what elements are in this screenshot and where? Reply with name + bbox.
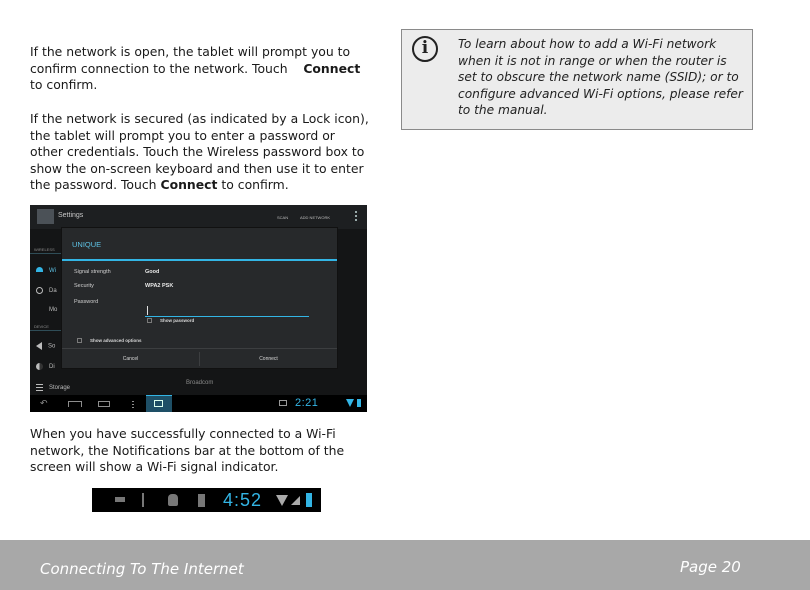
wifi-password-screenshot (30, 205, 367, 412)
chapter-title: Connecting To The Internet (40, 560, 244, 578)
display-icon (36, 363, 43, 370)
gallery-notification-icon[interactable] (146, 395, 172, 412)
status-clock: 2:21 (295, 397, 319, 409)
section-divider (30, 253, 62, 254)
signal-strength-value: Good (145, 269, 160, 275)
sidebar-item-sound[interactable]: So (36, 342, 55, 350)
open-network-end: to confirm. (30, 77, 98, 92)
open-network-paragraph (30, 44, 370, 94)
background-network-item: Broadcom (186, 380, 214, 386)
text-caret (147, 306, 148, 315)
picture-icon (154, 400, 163, 407)
screenshot-icon (279, 400, 287, 406)
secured-connect-word: Connect (160, 177, 218, 192)
secured-network-end: to confirm. (221, 177, 289, 192)
wifi-signal-icon (346, 399, 354, 407)
notification-clock: 4:52 (223, 490, 263, 510)
connect-button[interactable]: Connect (259, 356, 278, 362)
sidebar-item-more[interactable]: Mo (49, 307, 58, 313)
wifi-password-dialog (62, 228, 337, 368)
show-password-label[interactable]: Show password (160, 318, 195, 323)
battery-icon (357, 399, 361, 407)
show-password-checkbox[interactable] (147, 318, 152, 323)
storage-icon (36, 384, 43, 391)
usb-icon (142, 493, 144, 507)
debug-icon (168, 494, 178, 506)
page-number: Page 20 (680, 558, 741, 576)
section-divider (30, 330, 62, 331)
cancel-button[interactable]: Cancel (122, 356, 139, 362)
sound-icon (36, 342, 42, 350)
sidebar-item-storage[interactable]: Storage (36, 384, 70, 391)
page-footer (0, 540, 810, 590)
wifi-signal-icon (276, 495, 288, 506)
note-text: To learn about how to add a Wi-Fi network when it is not in range or when the router is set to obscure the network name (SSID); or to configure advanced Wi-Fi options, please refer to the manual. (458, 37, 743, 117)
section-wireless: WIRELESS (34, 247, 55, 252)
battery-icon (306, 493, 312, 507)
open-network-text: If the network is open, the tablet will prompt you to confirm connection to the network. Touch (30, 44, 351, 76)
security-label: Security (74, 283, 94, 289)
security-value: WPA2 PSK (145, 283, 174, 289)
show-advanced-checkbox[interactable] (77, 338, 82, 343)
sidebar-item-display[interactable]: Di (36, 363, 55, 370)
notification-bar-image (92, 488, 321, 512)
dialog-title-divider (62, 259, 337, 261)
password-label: Password (74, 299, 99, 305)
sidebar-item-wifi[interactable]: Wi (36, 267, 56, 274)
settings-title: Settings (58, 212, 84, 219)
scan-button[interactable]: SCAN (277, 215, 289, 220)
secured-network-text: If the network is secured (as indicated by a Lock icon), the tablet will prompt you to enter a password or other credentials. Touch the Wireless password box to show the on-screen keyboard and then use it to enter the password. Touch (30, 111, 369, 192)
open-connect-word: Connect (303, 60, 361, 76)
back-icon[interactable]: ↶ (40, 398, 48, 408)
cell-signal-icon (291, 496, 300, 505)
password-input[interactable] (145, 306, 309, 317)
note-box (401, 29, 753, 130)
show-advanced-label[interactable]: Show advanced options (90, 338, 142, 343)
data-usage-icon (36, 287, 43, 294)
add-network-button[interactable]: ADD NETWORK (300, 215, 330, 220)
menu-icon[interactable] (132, 401, 134, 408)
home-icon[interactable] (68, 401, 82, 407)
keyboard-icon (115, 497, 125, 502)
settings-app-icon (37, 209, 54, 224)
sd-card-icon (198, 494, 205, 507)
info-icon: i (412, 36, 438, 62)
dialog-title: UNIQUE (72, 240, 102, 249)
overflow-menu-icon[interactable] (355, 211, 357, 222)
sidebar-item-data[interactable]: Da (36, 287, 57, 294)
settings-action-bar (30, 205, 367, 229)
dialog-button-bar (62, 348, 337, 369)
recent-apps-icon[interactable] (98, 401, 110, 407)
system-nav-bar (30, 395, 367, 412)
connected-paragraph: When you have successfully connected to a Wi-Fi network, the Notifications bar at the bottom of the screen will show a Wi-Fi signal indicator. (30, 426, 345, 474)
section-device: DEVICE (34, 324, 49, 329)
secured-network-paragraph (30, 111, 370, 194)
wifi-icon (36, 267, 43, 274)
signal-strength-label: Signal strength (74, 269, 111, 275)
